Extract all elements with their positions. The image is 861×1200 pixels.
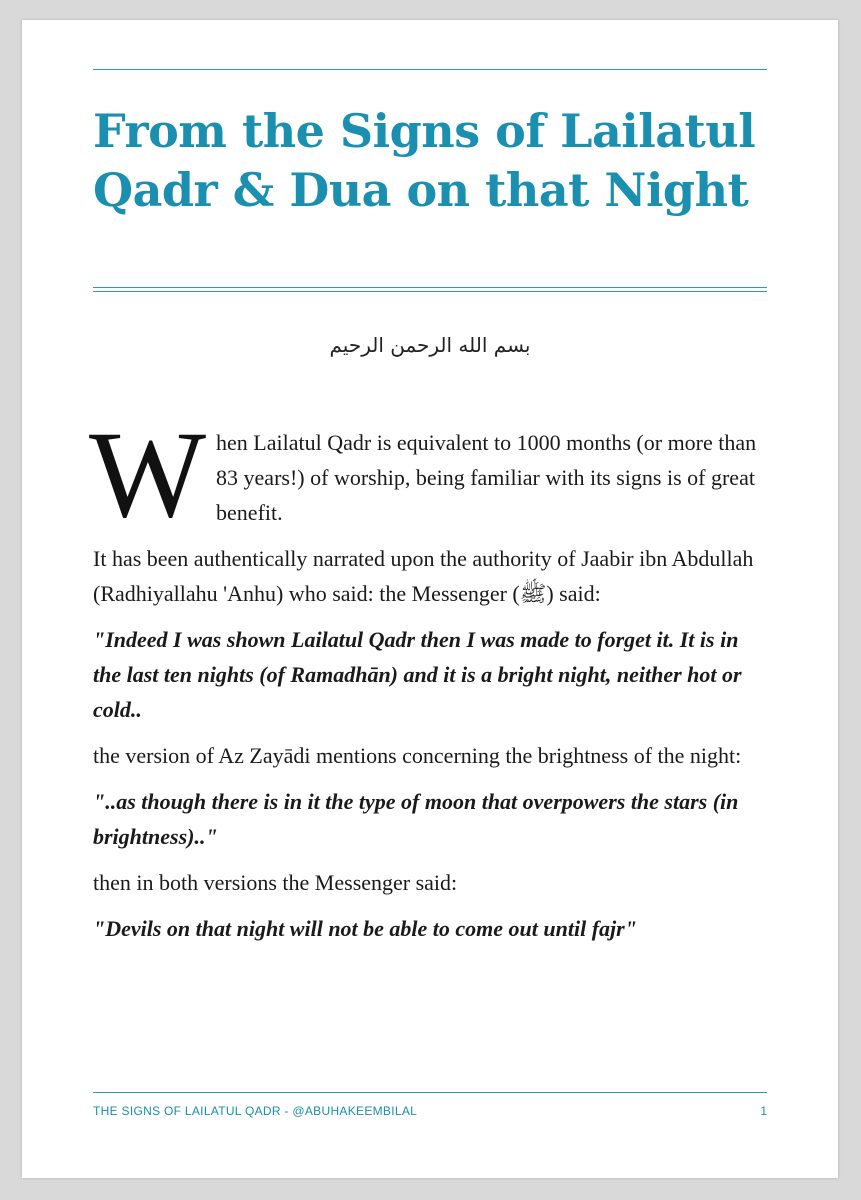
- footer-title: THE SIGNS OF LAILATUL QADR - @ABUHAKEEMBILAL: [93, 1104, 418, 1118]
- document-page: [22, 20, 838, 1178]
- footer-rule: [93, 1092, 767, 1093]
- page-number: 1: [760, 1104, 767, 1118]
- both-versions-paragraph: then in both versions the Messenger said:: [93, 870, 458, 895]
- title-double-rule: [93, 287, 767, 292]
- hadith-quote-2: "..as though there is in it the type of moon that overpowers the stars (in brightness)..": [93, 789, 739, 849]
- page-title: From the Signs of Lailatul Qadr & Dua on that Night: [93, 104, 756, 217]
- version-paragraph: the version of Az Zayādi mentions concerning the brightness of the night:: [93, 743, 742, 768]
- hadith-quote-3: "Devils on that night will not be able to come out until fajr": [93, 916, 637, 941]
- intro-text: hen Lailatul Qadr is equivalent to 1000 months (or more than 83 years!) of worship, being familiar with its signs is of great benefit.: [216, 430, 757, 525]
- basmala-calligraphy: بسم الله الرحمن الرحيم: [329, 333, 531, 357]
- intro-paragraph: [89, 406, 766, 543]
- narration-paragraph: It has been authentically narrated upon the authority of Jaabir ibn Abdullah (Radhiyallahu 'Anhu) who said: the Messenger (ﷺ) said:: [93, 546, 754, 606]
- drop-cap: W: [89, 406, 207, 543]
- hadith-quote-1: "Indeed I was shown Lailatul Qadr then I was made to forget it. It is in the last ten nights (of Ramadhān) and it is a bright night, neither hot or cold..: [93, 627, 742, 722]
- article-body: [89, 406, 766, 957]
- top-rule: [93, 69, 767, 70]
